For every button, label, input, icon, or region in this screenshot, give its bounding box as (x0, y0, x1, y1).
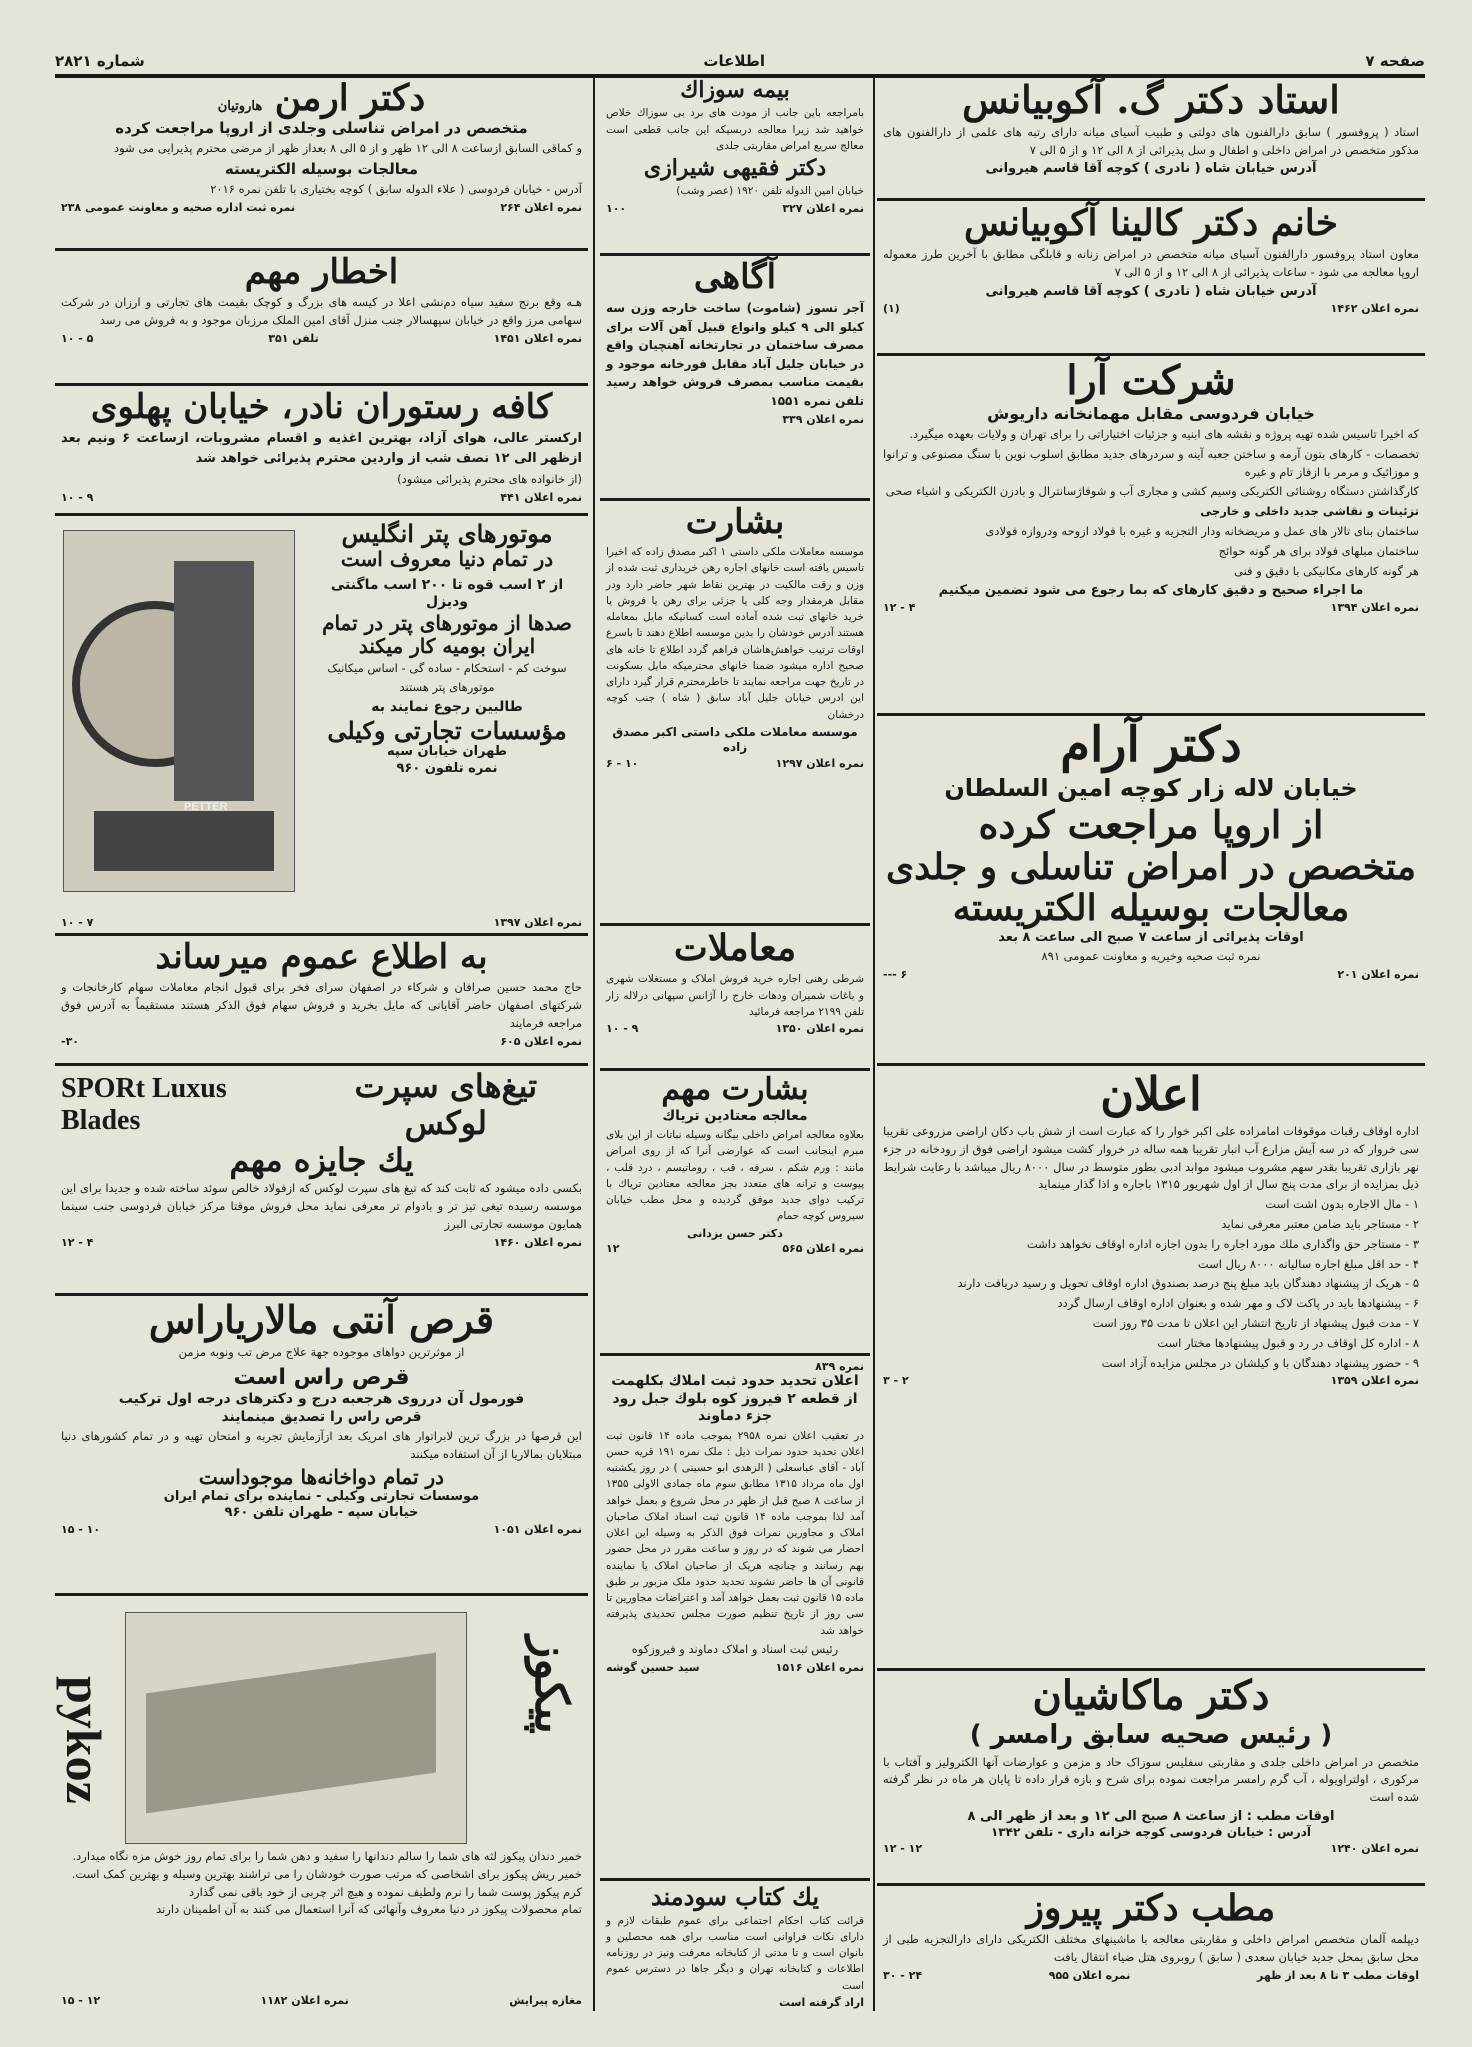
ad-subtitle: معالجه معتادین تریاك (662, 1107, 808, 1124)
ad-title: مطب دکتر پیروز (1026, 1887, 1276, 1929)
ad-body: معاون استاد پروفسور دارالفنون آسیای میانه متخصص در امراض زنانه و قابلگی مطابق با آخرین طرز معموله اروپا معالجه می شود - ساعات پذیرائی از ۸ الی ۱۲ و از ۵ الی ۷ (883, 247, 1419, 280)
ad-body: بامراجعه باین جانب از مودت های برد بی سوزاك خلاص خواهید شد زیرا معالجه دربسیکه این جانب قطعی است معالج سریع امراض مقاربتی جلدی (606, 107, 864, 152)
ad-title: شرکت آرا (1066, 357, 1236, 404)
ad-agahi (600, 256, 870, 501)
ad-footer: نمره اعلان ۱۴۶۰ ۴ - ۱۲ (61, 1235, 582, 1249)
ad-kobiyans (877, 76, 1425, 201)
ad-body: و کماقی السابق ازساعت ۸ الی ۱۲ ظهر و از ۵ الی ۸ بعداز ظهر از مرضی محترم پذیرایی می شود (114, 141, 582, 156)
ad-line: ما اجراء صحیح و دقیق کارهای که بما رجوع می شود تضمین میکنیم (938, 582, 1364, 598)
page-number: صفحه ۷ (1365, 52, 1425, 70)
pykoz-package-illustration (125, 1612, 467, 1844)
ad-dr-armen (55, 76, 588, 251)
ad-item: ۱ - مال الاجاره بدون اشت است (1265, 1197, 1419, 1212)
ad-dr-pirouz (877, 1886, 1425, 2011)
issue-number: شماره ۲۸۲۱ (55, 52, 145, 70)
pykoz-vertical-logo: pykoz (56, 1676, 112, 1804)
ad-item: ۷ - مدت قبول پیشنهاد از تاریخ انتشار این اعلان تا مدت ۳۵ روز است (1092, 1316, 1419, 1331)
ad-footer: نمره اعلان ۱۲۴۰ ۱۲ - ۱۲ (883, 1842, 1419, 1856)
ad-title: کافه رستوران نادر، خیابان پهلوی (90, 387, 553, 427)
ad-body: موسسه معاملات ملکی داستی ۱ اکبر مصدق زاده که اخیرا تاسیس یافته است خانهای اجاره رهن خریداری ثبت شده از وزن و رقت مالکیت در بهترین نقاط شهر حاضر دارد ودر مقابل هرمقدار وجه کلی یا جزئی برای رهن یا فروش یا خرید خانهای ثبت شده آماده است کسانیکه مایل بمعامله هستند آدرس خودشان را بدین موسسه اطلاع دهند تا باسرع اوقات ترتیب خواهش‌هاشان فراهم گردد اطلاع تا خانه های صحیح اداره میشود ضمنا خانهای محترمیکه مایل بسکونت در تاریخ جهت مراجعه نمایند تا خاطرمحترم قرار گیرد دارای این ادرس خیابان جلیل آباد سابق ( شاه ) جنب کوچه درخشان (606, 546, 864, 721)
ad-body: در تعقیب اعلان نمره ۲۹۵۸ بموجب ماده ۱۴ قانون ثبت اعلان تحدید حدود نمرات ذیل : ملک نمره ۱۹۱ قریه حسن آباد - آقای عباسعلی ( الزهدی ابو حسینی ) در روز یکشنبه اول ماه مرداد ۱۳۱۵ مطابق سوم ماه جمادی الاولی ۱۳۵۵ از ساعت ۸ صبح قبل از ظهر در محل شروع و بعمل خواهد آمد لذا بموجب ماده ۱۴ قانون ثبت اسناد املاک صاحبان املاک و مجاورین نمرات فوق الذکر به وسیله این اعلان احضار می شوند که در روز و ساعت مقرر در محل حضور بهم رسانند و چنانچه هریک از صاحبان املاک یا نماینده قانونی آن ها حاضر نشوند تحدید حدود ملک مزبور بر طبق ماده ۱۵ قانون ثبت بعمل خواهد آمد و اعتراضات مجاورین تا سی روز از تاریخ تنظیم صورت مجلس تحدیدی پذیرفته خواهد شد (606, 1429, 865, 1637)
column-rule (593, 76, 595, 2011)
ad-body: قرائت کتاب احکام اجتماعی برای عموم طبقات لازم و دارای نکات فراوانی است مناسب برای همه محصلین و بانوان است و تا مدتی از کتابخانه معرفت ونیز در روزنامه اطلاعات و کتابخانه تهران و دیگر جاها در دسترس عموم است (606, 1914, 864, 1992)
page-header (55, 52, 1425, 78)
ad-dr-aram (877, 716, 1425, 1066)
engine-base-icon (94, 811, 274, 871)
ad-name: دکتر حسن یزدانی (687, 1226, 783, 1240)
ad-line: معالجات بوسیله الکتریسته (952, 887, 1350, 930)
ad-title: قرص آنتی مالاریاراس (148, 1297, 495, 1342)
ad-note: (از خانواده های محترم پذیرائی میشود) (397, 472, 582, 487)
ad-line: ساختمان مبلهای فولاد برای هر گونه حوائج (1218, 543, 1419, 558)
ad-line: قرص راس است (233, 1364, 410, 1390)
ad-line: صدها از موتورهای پتر در تمام (322, 610, 572, 635)
ad-body: دیپلمه آلمان متخصص امراض داخلی و مقاربتی معالجه با ماشینهای مختلف الکتریکی دارای دارالتجزیه طبی از محل سابق بمحل جدید خیابان سعدی ( سابق ) روبروی هتل ضیاء انتقال یافت (883, 1932, 1419, 1965)
pykoz-persian-logo: پیکوز (525, 1636, 579, 1735)
ad-footer: نمره اعلان ۱۴۶۲ (۱) (883, 302, 1419, 316)
paper-name: اطلاعات (703, 52, 765, 70)
ad-line: این قرصها در بزرگ ترین لابراتوار های امریک بعد ازآزمایش تجربه و امتحان تهیه و در تمام کشورهای دنیا مبتلایان بمالاریا از آن استفاده میکنند (61, 1429, 582, 1461)
ad-item: ۹ - حضور پیشنهاد دهندگان با و کیلشان در مجلس مزایده آزاد است (1101, 1355, 1419, 1370)
ad-line: موتورهای پتر هستند (399, 680, 495, 695)
ad-address: آدرس : خیابان فردوسی کوچه خزانه داری - تلفن ۱۳۴۲ (990, 1825, 1312, 1840)
ad-line: موسسات تجارتی وکیلی - نماینده برای تمام ایران (163, 1488, 480, 1504)
ad-body: که اخیرا تاسیس شده تهیه پروژه و نقشه های ابنیه و جزئیات اختیاراتی را برای تهران و ولایات بعهده میگیرد. (909, 427, 1419, 441)
ad-ketab (600, 1881, 870, 2011)
ad-sport-luxus-blades (55, 1066, 588, 1296)
ad-line: خیابان سپه - طهران تلفن ۹۶۰ (224, 1504, 419, 1520)
ad-dr-makashian (877, 1671, 1425, 1886)
blades-heading (61, 1068, 582, 1142)
ad-footer: مغازه پیرایش نمره اعلان ۱۱۸۲ ۱۲ - ۱۵ (61, 1994, 582, 2007)
ad-body: خمیر دندان پیکوز لثه های شما را سالم دندانها را سفید و دهن شما را برای تمام روز خوش مزه نگاه میدارد. خمیر ریش پیکوز برای اشخاصی که مرتب صورت خودشان را می تراشند بهترین وسیله و بهترین کمک است. کرم پیکوز پوست شما را نرم ولطیف نموده و هیچ اثر چربی از خود باقی نمی گذارد تمام محصولات پیکوز در دنیا معروف وآنهائی که آنرا استعمال می کنند به آن اطمینان دارند (71, 1849, 582, 1917)
ad-signature-title: رئیس ثبت اسناد و املاک دماوند و فیروزکوه (631, 1641, 839, 1656)
ad-line: نمره تلفون ۹۶۰ (396, 760, 498, 776)
engine-plate: PETTER (184, 801, 228, 813)
ad-subtitle: خیابان فردوسی مقابل مهمانخانه داریوش (987, 404, 1315, 423)
ad-line: ساختمان بنای تالار های عمل و مریضخانه ودار التجزیه و غیره با فولاد ازوحه ودروازه فولادی (985, 524, 1419, 539)
ad-footer: نمره اعلان ۶۰۵ ۳۰- (61, 1034, 582, 1048)
package-icon (146, 1653, 436, 1814)
ad-line: کارگذاشتن دستگاه روشنائی الکتریکی وسیم کشی و مجاری آب و شوفاژسانترال و بادزن الکتریکی و اشیاء صحی (885, 484, 1419, 499)
ad-body: بکسی داده میشود که ثابت کند که تیغ های سپرت لوکس که ازفولاد خالص سوئد ساخته شده و جدیدا برای این موسسه رسیده تیغی تیز تر و بادوام تر معرفی نماید محل فروش موقتا مرکز خیابان فردوسی جنب سینما همایون موسسه تجارتی البرز (61, 1181, 582, 1232)
ad-address: خیابان امین الدوله تلفن ۱۹۲۰ (عصر وشب) (676, 185, 864, 198)
ad-footer: نمره اعلان ۳۲۷ ۱۰۰ (606, 201, 864, 215)
ad-registration: نمره ثبت صحیه وخیریه و معاونت عمومی ۸۹۱ (1041, 948, 1261, 963)
ad-title: آگاهی (693, 257, 777, 297)
ad-title: خانم دکتر کالینا آکوبیانس (964, 202, 1338, 244)
ad-title: دکتر ارمن هاروتیان (217, 77, 426, 119)
ad-ekhtar (55, 251, 588, 386)
left-column (55, 76, 588, 2011)
ad-item: ۶ - پیشنهادها باید در پاکت لاک و مهر شده و بعنوان اداره اوقاف ارسال گردد (1057, 1296, 1419, 1311)
ad-subtitle: ( رئیس صحیه سابق رامسر ) (969, 1720, 1333, 1750)
ad-latin-title: SPORt Luxus Blades (61, 1072, 227, 1136)
ad-line: طالبین رجوع نمایند به (371, 699, 523, 716)
ad-footer: نمره اعلان ۱۳۹۴ ۴ - ۱۲ (883, 600, 1419, 614)
petter-text (312, 520, 582, 777)
ad-footer: اراد گرفته است (778, 1995, 864, 2009)
ad-line: معالجات بوسیله الکتریسته (224, 159, 419, 178)
ad-line: ایران بومیه کار میکند (358, 633, 536, 658)
ad-body: شرطی رهنی اجاره خرید فروش املاک و مستغلات شهری و باغات شمیران ودهات خارج را آژانس سپهانی درلاله زار تلفن ۲۱۹۹ مراجعه فرمائید (606, 973, 864, 1018)
ad-line: از اروپا مراجعت کرده (978, 802, 1324, 848)
ad-body: بعلاوه معالجه امراض داخلی بیگانه وسیله نباتات از این بلای مبرم اینجانب است که عوارضی آنرا که از روی امراض مانند : ورم شکم ، سرفه ، قب ، روماتیسم ، درد قلب ، پیوست و ترانه های متعدد بجز معالجه معتادین تریاك با ترکیب دوای جدید موفق گردیده و محل مطب خیابان سیروس کوچه حمام (606, 1129, 864, 1223)
ad-body: متخصص در امراض داخلی جلدی و مقاربتی سفلیس سوزاک حاد و مزمن و عوارضات آنها الکترولیز و آفتاب با مرکوری ، اولتراویوله ، آب گرم رامسر مراجعت نموده برای شرح و بازه قرار داده تا پایان هر ماه در نظر گرفته شده است (883, 1754, 1419, 1805)
ad-body: آجر نسوز (شاموت) ساخت خارجه وزن سه کیلو الی ۹ کیلو وانواع قبیل آهن آلات برای مصرف ساختمان در تجارتخانه آهنچیان واقع در خیابان جلیل آباد مقابل فورخانه موجود و بقیمت مناسب بمصرف فروش خواهد رسید تلفن نمره ۱۵۵۱ (606, 301, 864, 409)
engine-block-icon (174, 561, 254, 801)
ad-footer: نمره اعلان ۱۵۱۶ سید حسین گوشه (606, 1660, 864, 1674)
ad-title: استاد دکتر گ. آکوبیانس (962, 77, 1340, 122)
ad-subtitle: در تمام دنیا معروف است (340, 546, 554, 571)
ad-address: آدرس خیابان شاه ( نادری ) کوچه آقا قاسم هیروانی (985, 161, 1317, 177)
ad-hours: اوقات مطب : از ساعت ۸ صبح الی ۱۲ و بعد از ظهر الی ۸ (967, 1808, 1335, 1824)
middle-column (600, 76, 870, 2011)
ad-title: اخطار مهم (244, 252, 399, 292)
ad-title: اعلان (1100, 1067, 1202, 1121)
ad-line: فورمول آن درروی هرجعبه درج و دکترهای درجه اول ترکیب (118, 1391, 525, 1407)
ad-tahdid-hodud (600, 1356, 870, 1881)
ad-footer: نمره اعلان ۱۳۵۹ ۲ - ۳ (883, 1374, 1419, 1388)
ad-line: هر گونه کارهای مکانیکی با دقیق و فنی (1234, 563, 1419, 578)
ad-line: متخصص در امراض تناسلی و جلدی (885, 845, 1417, 888)
ad-title: یك کتاب سودمند (650, 1882, 820, 1911)
ad-besharat (600, 501, 870, 926)
ad-cafe-nader (55, 386, 588, 516)
ad-title: تیغ‌های سپرت لوکس (354, 1067, 538, 1142)
ad-petter-motors (55, 516, 588, 936)
ad-footer: نمره اعلان ۳۳۹ (782, 412, 864, 426)
ad-signature: موسسه معاملات ملکی داستی اکبر مصدق زاده (612, 725, 858, 755)
ad-subtitle: یك جایزه مهم (229, 1140, 414, 1179)
ad-body: استاد ( پروفسور ) سابق دارالفنون های دولتی و طبیب آسیای میانه دارای رتبه های علمی از دارالفنون های مذکور متخصص در امراض داخلی و اطفال و سل پذیرائی از ۸ الی ۱۲ و از ۵ الی ۷ (883, 124, 1419, 157)
ad-line: تخصصات - کارهای بتون آرمه و ساختن جعبه آینه و سردرهای جدید مطابق اسلوب نوین با سنگ مصنوعی و ترانوا و موزائیک و مرمر با ازفاز تام و غیره (883, 446, 1419, 479)
ad-line: از موثرترین دواهای موجوده جهة علاج مرض تب ونوبه‌ مزمن (178, 1344, 465, 1359)
ad-subtitle: خیابان لاله زار کوچه امین السلطان (944, 774, 1358, 803)
notice-number: نمره ۸۳۹ (815, 1360, 864, 1373)
engine-illustration (63, 530, 295, 892)
ad-item: ۵ - هریک از پیشنهاد دهندگان باید مبلغ پنج درصد بصندوق اداره اوقاف تحویل و رسید دریافت دارند (957, 1276, 1419, 1291)
ad-footer: نمره اعلان ۴۴۱ ۹ - ۱۰ (61, 491, 582, 505)
ad-title: دکتر ماکاشیان (1032, 1672, 1270, 1719)
ad-kalina-kobiyans (877, 201, 1425, 356)
ad-footer: نمره اعلان ۱۴۵۱ تلفن ۳۵۱ ۵ - ۱۰ (61, 331, 582, 345)
ad-item: ۲ - مستاجر باید ضامن معتبر معرفی نماید (1221, 1216, 1419, 1231)
ad-footer: نمره اعلان ۱۲۹۷ ۱۰ - ۶ (606, 757, 864, 771)
ad-footer: نمره اعلان ۵۶۵ ۱۲ (606, 1242, 864, 1256)
ad-bime-suzak (600, 76, 870, 256)
ad-title: موتورهای پتر انگلیس (341, 519, 553, 548)
ad-name: دکتر فقیهی شیرازی (643, 155, 827, 182)
ad-elan-awqaf (877, 1066, 1425, 1671)
ad-footer: نمره اعلان ۱۰۵۱ ۱۰ - ۱۵ (61, 1523, 582, 1537)
ad-title: بشارت (685, 502, 785, 542)
ad-line: قرص راس را تصدیق مینمایند (221, 1408, 422, 1425)
ad-item: ۴ - حد اقل مبلغ اجاره سالیانه ۸۰۰۰ ریال است (1197, 1256, 1419, 1271)
ad-body: هـه وقع برنج سفید سیاه دم‌نشی اعلا در کیسه های بزرگ و کوچک بقیمت های تجارتی و ارزان در شرکت سهامی مرز واقع در خیابان سپهسالار جنب منزل آقای امین الملک مرزبان موجود و به فروش می رسد (61, 295, 582, 327)
ad-body: حاج محمد حسین صرافان و شرکاء در اصفهان سرای فخر برای قبول انجام معاملات سهام کارخانجات و شرکتهای اصفهان حاضر آقایانی که مایل بخرید و فروش سهام فوق الذکر هستند مستقیماً به آدرس فوق مراجعه فرمایند (61, 980, 582, 1030)
ad-title: دکتر آرام (1060, 717, 1242, 773)
ad-footer: نمره اعلان ۱۳۹۷ ۷ - ۱۰ (61, 916, 582, 929)
ad-anti-malaria (55, 1296, 588, 1596)
ad-ara-company (877, 356, 1425, 716)
ad-moamelat (600, 926, 870, 1071)
ad-title: معاملات (673, 927, 797, 969)
ad-footer: نمره اعلان ۱۳۵۰ ۹ - ۱۰ (606, 1022, 864, 1036)
right-column (877, 76, 1425, 2011)
column-rule (873, 76, 875, 2011)
ad-footer: نمره اعلان ۲۶۴ نمره ثبت اداره صحیه و معاونت عمومی ۲۳۸ (61, 200, 582, 214)
ad-ettela-umum (55, 936, 588, 1066)
ad-title: به اطلاع عموم میرساند (155, 937, 488, 977)
ad-line: سوخت کم - استحکام - ساده گی - اساس میکانیک (327, 660, 567, 675)
ad-line: طهران خیابان سپه (387, 744, 507, 760)
ad-address: آدرس خیابان شاه ( نادری ) کوچه آقا قاسم هیروانی (985, 284, 1317, 300)
ad-subtitle: متخصص در امراض تناسلی وجلدی از اروپا مراجعت کرده (115, 119, 528, 138)
ad-line: مؤسسات تجارتی وکیلی (327, 715, 567, 745)
ad-body: اداره اوقاف رقبات موقوفات امامزاده علی اکبر خوار را که عبارت است از شش باب دکان اراضی مزروعی تقریبا سی خروار که در سه آیش مزارع آب انبار تقریبا همه ساله در خروار کشت میشود اراضی فوق از رودخانه در جزء نهر بازاری تقریبا بقدر سهم مشروب میشود موابد ادبی بطور متوسط در سال ۸۰۰۰ ریال میباشد با رعایت شرایط ذیل بمزایده از برای مدت پنج سال از اول شهریور ۱۳۱۵ باجاره و اذا گذار مینماید (883, 1123, 1420, 1192)
ad-line: تزئینات و نقاشی جدید داخلی و خارجی (1200, 504, 1419, 519)
ad-line: از ۲ اسب قوه تا ۲۰۰ اسب ماگنتی ودیزل (330, 576, 564, 611)
ad-pykoz (55, 1596, 588, 2011)
ad-item: ۳ - مستاجر حق واگذاری ملك مورد اجاره را بدون اجازه اداره اوقاف نخواهد داشت (1026, 1236, 1419, 1251)
ad-line: در تمام دواخانه‌ها موجوداست (198, 1464, 445, 1489)
ad-title: بیمه سوزاك (680, 77, 790, 103)
ad-footer: اوقات مطب ۳ تا ۸ بعد از ظهر نمره اعلان ۹۵۵ ۲۴ - ۳۰ (883, 1969, 1419, 1983)
ad-footer: نمره اعلان ۲۰۱ ۶ --- (883, 967, 1419, 981)
ad-besharat-mohem (600, 1071, 870, 1356)
ad-title: بشارت مهم (661, 1072, 809, 1107)
ad-hours: اوقات پذیرائی از ساعت ۷ صبح الی ساعت ۸ بعد (998, 929, 1304, 945)
ad-title: اعلان تحدید حدود ثبت املاك بکلهمت از قطعه ۲ فیروز کوه بلوك جبل رود جزء دماوند (611, 1373, 859, 1424)
ad-item: ۸ - اداره کل اوقاف در رد و قبول پیشنهادها مختار است (1157, 1335, 1419, 1350)
ad-address: آدرس - خیابان فردوسی ( علاء الدوله سابق ) کوچه بختیاری با تلفن نمره ۲۰۱۶ (210, 181, 582, 196)
ad-body: ارکستر عالی، هوای آزاد، بهترین اغذیه و اقسام مشروبات، ازساعت ۶ ونیم بعد ازظهر الی ۱۲ نصف شب از واردین محترم پذیرائی خواهد شد (61, 431, 582, 467)
